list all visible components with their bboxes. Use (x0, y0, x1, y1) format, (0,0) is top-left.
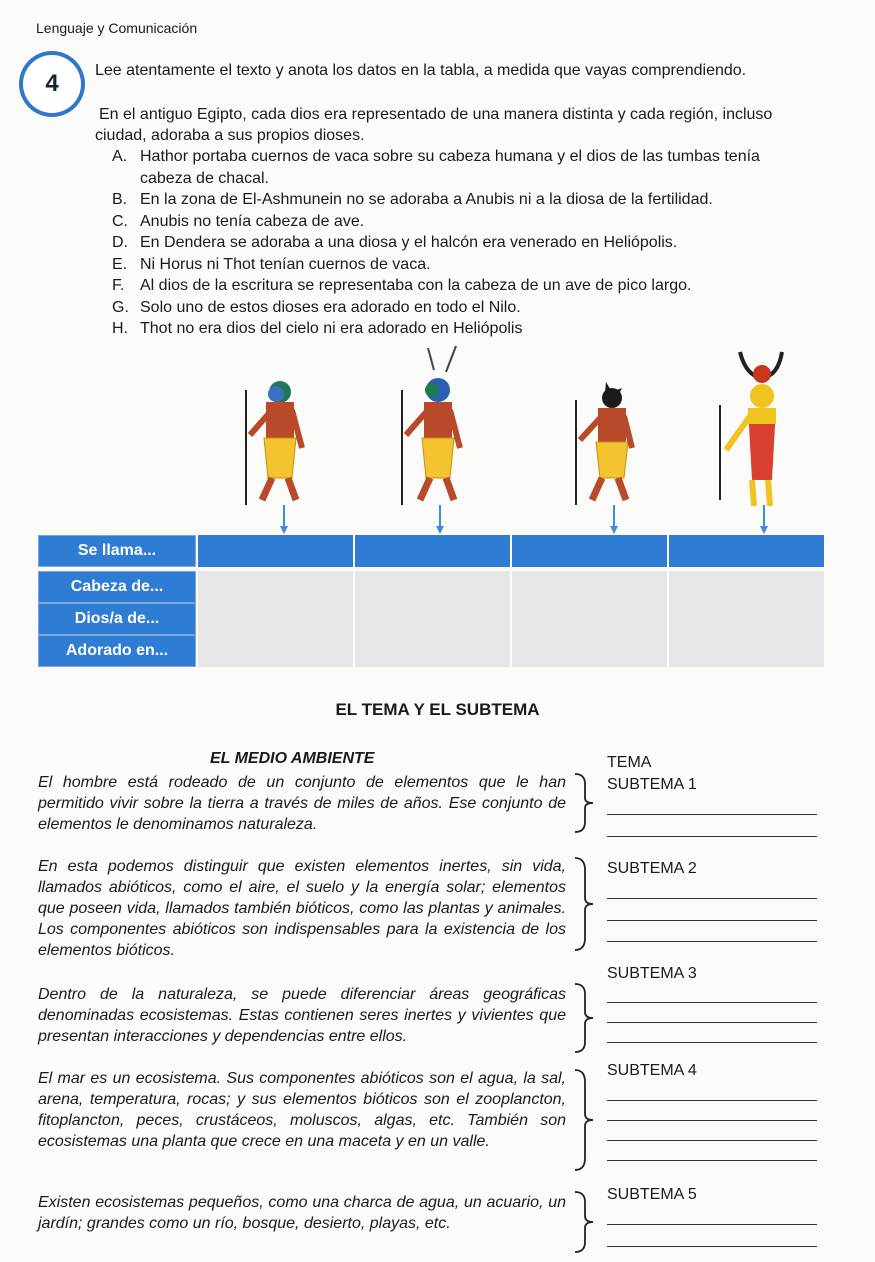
subject-header: Lenguaje y Comunicación (36, 20, 198, 36)
answer-line[interactable] (607, 1002, 817, 1003)
section-title: EL TEMA Y EL SUBTEMA (335, 700, 540, 719)
god-figure-hathor (720, 352, 782, 534)
answer-cell[interactable] (510, 603, 667, 635)
answer-line[interactable] (607, 1140, 817, 1141)
answer-line[interactable] (607, 1160, 817, 1161)
tema-label: TEMA (607, 754, 652, 771)
table-row (38, 535, 824, 567)
row-label: Adorado en... (38, 635, 196, 667)
paragraph-4: El mar es un ecosistema. Sus componentes abióticos son el agua, la sal, arena, temperatura, rocas; y sus elementos bióticos son el zooplancton, fitoplancton, peces, crustáceos, moluscos, algas, etc. También son ecosistemas una planta que crece en una maceta y en un valle. (38, 1070, 566, 1150)
paragraph-3: Dentro de la naturaleza, se puede diferenciar áreas geográficas denominadas ecosistemas. Estas contienen seres inertes y vivientes que presentan interacciones y dependencias entre ellos. (38, 986, 566, 1045)
egyptian-gods-illustration (0, 340, 875, 540)
brace-icon (573, 856, 597, 952)
clue-item: A. Hathor portaba cuernos de vaca sobre su cabeza humana y el dios de las tumbas tenía cabeza de chacal. (112, 148, 760, 187)
answer-line[interactable] (607, 1120, 817, 1121)
row-label: Cabeza de... (38, 571, 196, 603)
subtema-4-label: SUBTEMA 4 (607, 1062, 697, 1079)
answer-line[interactable] (607, 814, 817, 815)
clue-item: F. Al dios de la escritura se representaba con la cabeza de un ave de pico largo. (112, 277, 692, 294)
answer-cell[interactable] (510, 571, 667, 603)
clue-item: B. En la zona de El-Ashmunein no se adoraba a Anubis ni a la diosa de la fertilidad. (112, 191, 713, 208)
table-row (38, 603, 824, 635)
table-row (38, 571, 824, 603)
answer-line[interactable] (607, 1042, 817, 1043)
answer-cell[interactable] (196, 635, 353, 667)
answer-line[interactable] (607, 1100, 817, 1101)
paragraph-1: El hombre está rodeado de un conjunto de elementos que le han permitido vivir sobre la tierra a través de miles de años. Ese conjunto de elementos le denominamos naturaleza. (38, 774, 566, 833)
answer-cell[interactable] (353, 571, 510, 603)
answer-cell[interactable] (196, 535, 353, 567)
god-figure-horus (246, 381, 302, 534)
brace-icon (573, 1190, 597, 1254)
intro-paragraph: En el antiguo Egipto, cada dios era representado de una manera distinta y cada región, incluso ciudad, adoraba a sus propios dioses. (95, 106, 773, 144)
answer-line[interactable] (607, 898, 817, 899)
brace-icon (573, 772, 597, 834)
table-row (38, 635, 824, 667)
clue-item: C. Anubis no tenía cabeza de ave. (112, 212, 365, 230)
subtema-2-label: SUBTEMA 2 (607, 860, 697, 877)
answer-cell[interactable] (667, 635, 824, 667)
answer-line[interactable] (607, 836, 817, 837)
answer-cell[interactable] (667, 535, 824, 567)
activity-instruction: Lee atentamente el texto y anota los datos en la tabla, a medida que vayas comprendiendo. (95, 62, 747, 79)
clue-item: H. Thot no era dios del cielo ni era adorado en Heliópolis (112, 320, 523, 337)
answer-cell[interactable] (510, 535, 667, 567)
answer-line[interactable] (607, 920, 817, 921)
answer-line[interactable] (607, 1246, 817, 1247)
answer-cell[interactable] (353, 603, 510, 635)
answer-cell[interactable] (510, 635, 667, 667)
answer-line[interactable] (607, 941, 817, 942)
answer-cell[interactable] (353, 635, 510, 667)
subtema-5-label: SUBTEMA 5 (607, 1186, 697, 1203)
brace-icon (573, 1068, 597, 1172)
answer-cell[interactable] (667, 603, 824, 635)
answer-cell[interactable] (353, 535, 510, 567)
subtema-3-label: SUBTEMA 3 (607, 965, 697, 982)
god-figure-anubis (576, 382, 632, 534)
gods-data-table (38, 535, 824, 667)
answer-line[interactable] (607, 1022, 817, 1023)
activity-number-badge: 4 (26, 58, 78, 110)
row-label: Dios/a de... (38, 603, 196, 635)
text-title: EL MEDIO AMBIENTE (210, 750, 375, 767)
row-label: Se llama... (38, 535, 196, 567)
subtema-1-label: SUBTEMA 1 (607, 776, 697, 793)
paragraph-5: Existen ecosistemas pequeños, como una charca de agua, un acuario, un jardín; grandes como un río, bosque, desierto, playas, etc. (38, 1194, 566, 1232)
clue-item: E. Ni Horus ni Thot tenían cuernos de vaca. (112, 255, 431, 273)
paragraph-2: En esta podemos distinguir que existen elementos inertes, sin vida, llamados abióticos, como el aire, el suelo y la energía solar; elementos que poseen vida, llamados también bióticos, como las plantas y animales. Los componentes abióticos son indispensables para la existencia de los elementos bióticos. (38, 858, 566, 959)
clue-item: G. Solo uno de estos dioses era adorado en todo el Nilo. (112, 298, 521, 316)
brace-icon (573, 982, 597, 1054)
answer-line[interactable] (607, 1224, 817, 1225)
answer-cell[interactable] (196, 571, 353, 603)
god-figure-ra (402, 346, 460, 534)
clue-list (112, 146, 812, 340)
answer-cell[interactable] (196, 603, 353, 635)
answer-cell[interactable] (667, 571, 824, 603)
clue-item: D. En Dendera se adoraba a una diosa y el halcón era venerado en Heliópolis. (112, 234, 678, 251)
